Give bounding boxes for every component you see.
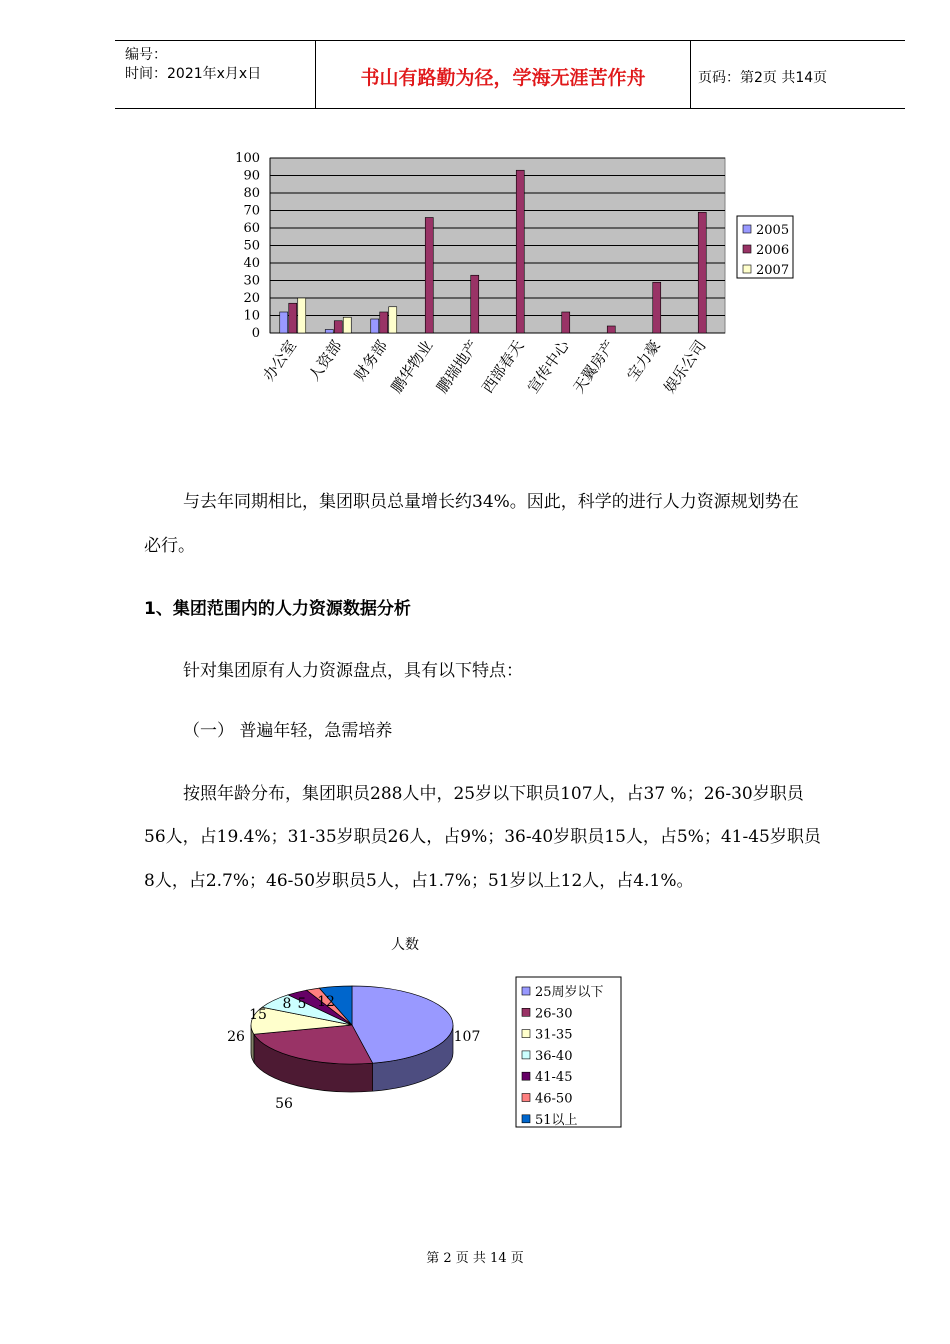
bar	[325, 330, 333, 334]
legend-swatch	[522, 1008, 530, 1016]
header-page-label: 页码：第2页 共14页	[698, 70, 828, 86]
x-tick-label: 西部春天	[478, 336, 528, 397]
bar	[371, 319, 379, 333]
y-tick-label: 30	[243, 273, 260, 289]
legend-swatch	[522, 987, 530, 995]
bar	[698, 212, 706, 333]
page-header	[115, 40, 905, 109]
legend-label: 46-50	[535, 1091, 573, 1107]
legend-label: 41-45	[535, 1070, 573, 1086]
y-tick-label: 50	[243, 238, 260, 254]
x-tick-label: 办公室	[259, 336, 301, 385]
x-tick-label: 财务部	[350, 336, 392, 385]
y-tick-label: 60	[243, 221, 260, 236]
bar	[334, 321, 342, 333]
growth-paragraph-line1: 与去年同期相比，集团职员总量增长约34%。因此，科学的进行人力资源规划势在	[183, 492, 799, 512]
bar	[389, 307, 397, 333]
y-tick-label: 70	[243, 203, 260, 219]
legend-label: 2005	[756, 223, 790, 238]
bar	[607, 326, 615, 333]
x-tick-label: 宝力豪	[623, 336, 665, 385]
age-paragraph-line3: 8人，占2.7%；46-50岁职员5人，占1.7%；51岁以上12人，占4.1%。	[144, 871, 694, 891]
pie-value-label: 26	[227, 1029, 245, 1045]
legend-label: 2006	[756, 243, 790, 258]
x-tick-label: 鹏华物业	[387, 336, 437, 397]
bar	[471, 275, 479, 333]
legend-swatch	[522, 1072, 530, 1080]
y-tick-label: 80	[243, 186, 260, 201]
legend-label: 2007	[756, 263, 790, 278]
section1-heading: 1、集团范围内的人力资源数据分析	[144, 599, 411, 619]
bar	[653, 282, 661, 333]
bar	[298, 298, 306, 333]
page-footer: 第 2 页 共 14 页	[426, 1251, 524, 1266]
y-tick-label: 40	[243, 256, 260, 271]
age-pie-chart	[220, 925, 640, 1135]
pie-value-label: 15	[249, 1007, 267, 1023]
legend-swatch	[522, 1051, 530, 1059]
y-tick-label: 20	[243, 291, 260, 306]
y-tick-label: 100	[235, 151, 260, 166]
header-number-label: 编号：	[125, 47, 167, 63]
header-motto-cell	[315, 41, 691, 108]
header-page-cell	[690, 41, 905, 108]
pie-value-label: 107	[453, 1029, 481, 1045]
age-paragraph-line1: 按照年龄分布，集团职员288人中，25岁以下职员107人，占37 %；26-30岁职员	[183, 784, 804, 804]
bar	[280, 312, 288, 333]
legend-swatch	[743, 245, 751, 253]
bar	[562, 312, 570, 333]
pie-title: 人数	[391, 937, 419, 953]
header-motto: 书山有路勤为径，学海无涯苦作舟	[360, 67, 646, 89]
legend-swatch	[522, 1094, 530, 1102]
legend-swatch	[522, 1030, 530, 1038]
growth-paragraph-line2: 必行。	[144, 536, 195, 556]
legend-swatch	[743, 265, 751, 273]
intro-paragraph: 针对集团原有人力资源盘点，具有以下特点：	[183, 661, 523, 681]
bar	[425, 218, 433, 334]
x-tick-label: 鹏瑞地产	[432, 336, 483, 397]
y-tick-label: 10	[243, 308, 260, 324]
bar	[380, 312, 388, 333]
bar	[516, 170, 524, 333]
department-bar-chart	[220, 150, 820, 440]
legend-label: 25周岁以下	[535, 985, 604, 1000]
pie-value-label: 8	[282, 996, 292, 1012]
pie-value-label: 56	[275, 1096, 293, 1112]
header-time-label: 时间：2021年x月x日	[125, 66, 262, 82]
legend-label: 36-40	[535, 1048, 573, 1064]
y-tick-label: 90	[243, 168, 260, 184]
y-tick-label: 0	[251, 326, 260, 341]
x-tick-label: 宣传中心	[523, 336, 574, 397]
x-tick-label: 人资部	[304, 336, 346, 385]
bar	[289, 303, 297, 333]
pie-value-label: 5	[297, 996, 307, 1012]
legend-swatch	[743, 225, 751, 233]
legend-label: 26-30	[535, 1006, 573, 1022]
pie-value-label: 12	[317, 994, 335, 1010]
point1-heading: （一） 普遍年轻，急需培养	[183, 721, 393, 741]
x-tick-label: 娱乐公司	[660, 336, 710, 397]
age-paragraph-line2: 56人，占19.4%；31-35岁职员26人，占9%；36-40岁职员15人，占5%；41-45岁职员	[144, 827, 821, 847]
header-meta-cell	[115, 41, 315, 108]
x-tick-label: 天翼房产	[569, 336, 619, 397]
legend-swatch	[522, 1115, 530, 1123]
bar	[343, 317, 351, 333]
legend-label: 51以上	[535, 1112, 578, 1128]
legend-label: 31-35	[535, 1027, 573, 1043]
